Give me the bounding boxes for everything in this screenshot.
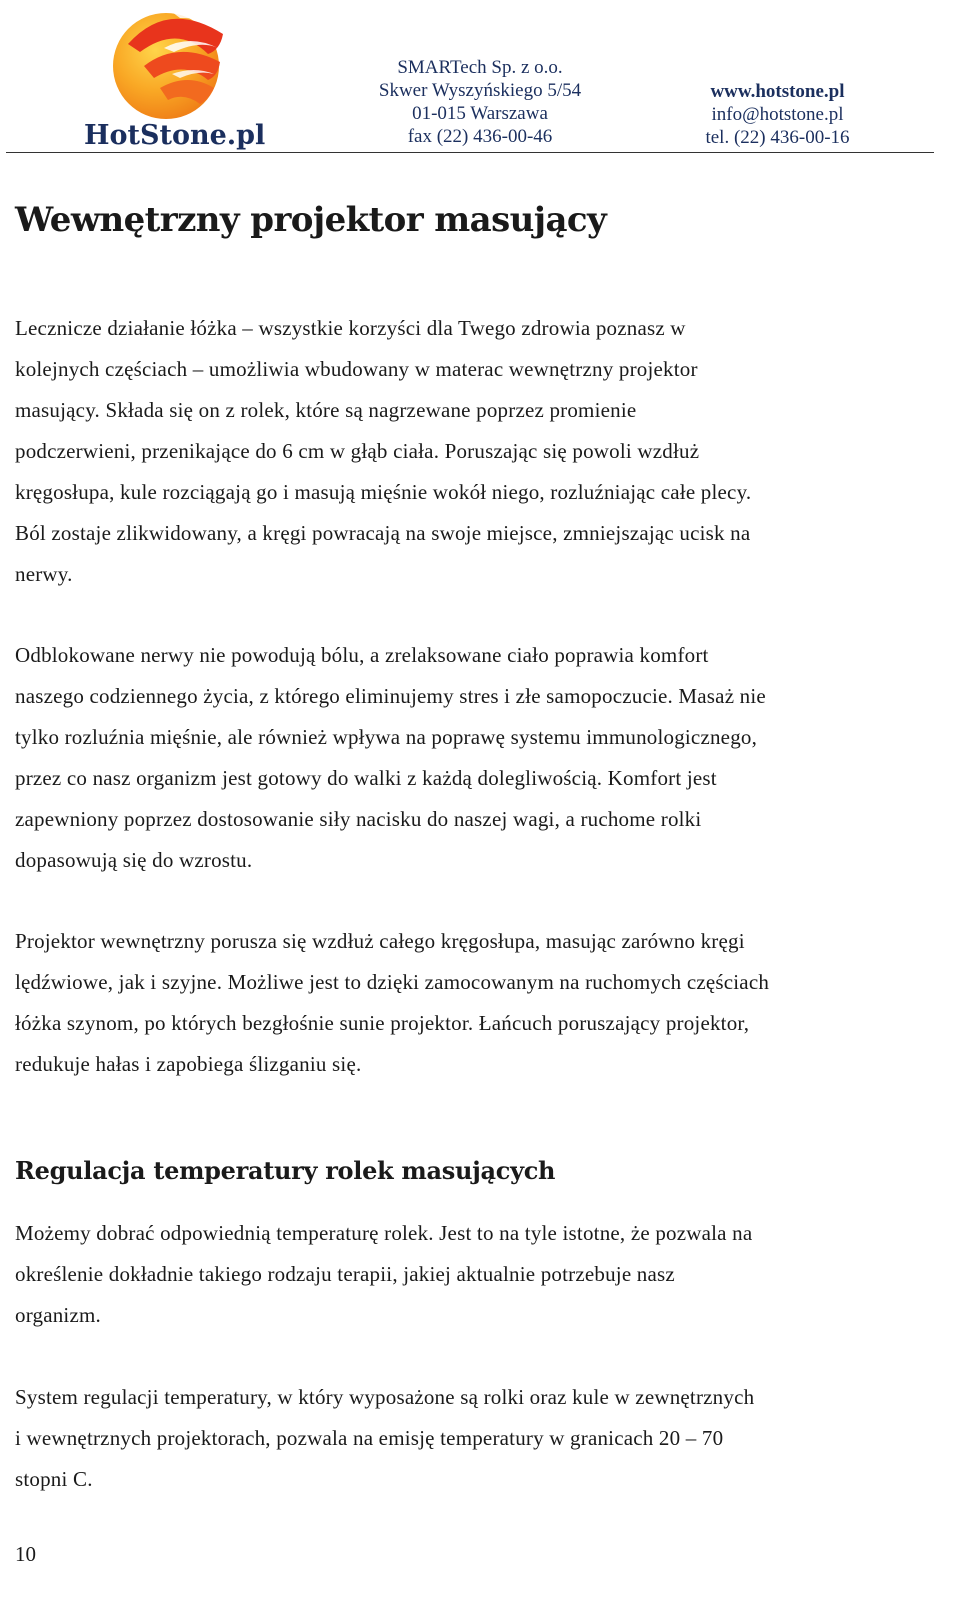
paragraph [15,1213,935,1336]
page-number: 10 [15,1542,36,1566]
hotstone-logo [84,4,266,151]
text-line: Projektor wewnętrzny porusza się wzdłuż całego kręgosłupa, masując zarówno kręgi [15,929,745,953]
text-line: naszego codziennego życia, z którego eliminujemy stres i złe samopoczucie. Masaż nie [15,684,766,708]
text-line: Odblokowane nerwy nie powodują bólu, a zrelaksowane ciało poprawia komfort [15,643,709,667]
website-link[interactable]: www.hotstone.pl [710,81,845,102]
text-line: podczerwieni, przenikające do 6 cm w głąb ciała. Poruszając się powoli wzdłuż [15,439,700,463]
text-line: przez co nasz organizm jest gotowy do walki z każdą dolegliwością. Komfort jest [15,766,717,790]
text-line: kręgosłupa, kule rozciągają go i masują mięśnie wokół niego, rozluźniając całe plecy. [15,480,752,504]
phone-number: tel. (22) 436-00-16 [705,127,850,148]
company-address [335,56,625,148]
page-title: Wewnętrzny projektor masujący [15,200,607,240]
text-line: masujący. Składa się on z rolek, które są nagrzewane poprzez promienie [15,398,637,422]
header-divider [6,152,934,153]
text-line: zapewniony poprzez dostosowanie siły nacisku do naszej wagi, a ruchome rolki [15,807,702,831]
email-link[interactable]: info@hotstone.pl [711,104,844,125]
company-contact [665,80,890,149]
text-line: Ból zostaje zlikwidowany, a kręgi powracają na swoje miejsce, zmniejszając ucisk na [15,521,751,545]
text-line: określenie dokładnie takiego rodzaju terapii, jakiej aktualnie potrzebuje nasz [15,1262,675,1286]
company-line: 01-015 Warszawa [412,103,548,124]
page-header [0,0,960,155]
text-line: dopasowują się do wzrostu. [15,848,253,872]
company-line: fax (22) 436-00-46 [407,126,553,147]
text-line: Lecznicze działanie łóżka – wszystkie korzyści dla Twego zdrowia poznasz w [15,316,686,340]
text-line: łóżka szynom, po których bezgłośnie sunie projektor. Łańcuch poruszający projektor, [15,1011,750,1035]
text-line: organizm. [15,1303,101,1327]
company-line: SMARTech Sp. z o.o. [397,57,563,78]
paragraph [15,921,935,1085]
company-line: Skwer Wyszyńskiego 5/54 [378,80,582,101]
text-line: redukuje hałas i zapobiega ślizganiu się. [15,1052,362,1076]
text-line: Możemy dobrać odpowiednią temperaturę rolek. Jest to na tyle istotne, że pozwala na [15,1221,753,1245]
logo-text: HotStone.pl [84,120,266,151]
text-line: lędźwiowe, jak i szyjne. Możliwe jest to dzięki zamocowanym na ruchomych częściach [15,970,770,994]
section-heading: Regulacja temperatury rolek masujących [15,1156,556,1185]
text-line: stopni C. [15,1467,93,1491]
text-line: nerwy. [15,562,73,586]
hotstone-logo-icon [108,4,232,122]
text-line: tylko rozluźnia mięśnie, ale również wpływa na poprawę systemu immunologicznego, [15,725,758,749]
paragraph [15,635,935,881]
text-line: kolejnych częściach – umożliwia wbudowany w materac wewnętrzny projektor [15,357,698,381]
paragraph [15,1377,935,1500]
text-line: i wewnętrznych projektorach, pozwala na emisję temperatury w granicach 20 – 70 [15,1426,724,1450]
text-line: System regulacji temperatury, w który wyposażone są rolki oraz kule w zewnętrznych [15,1385,755,1409]
paragraph [15,308,935,595]
